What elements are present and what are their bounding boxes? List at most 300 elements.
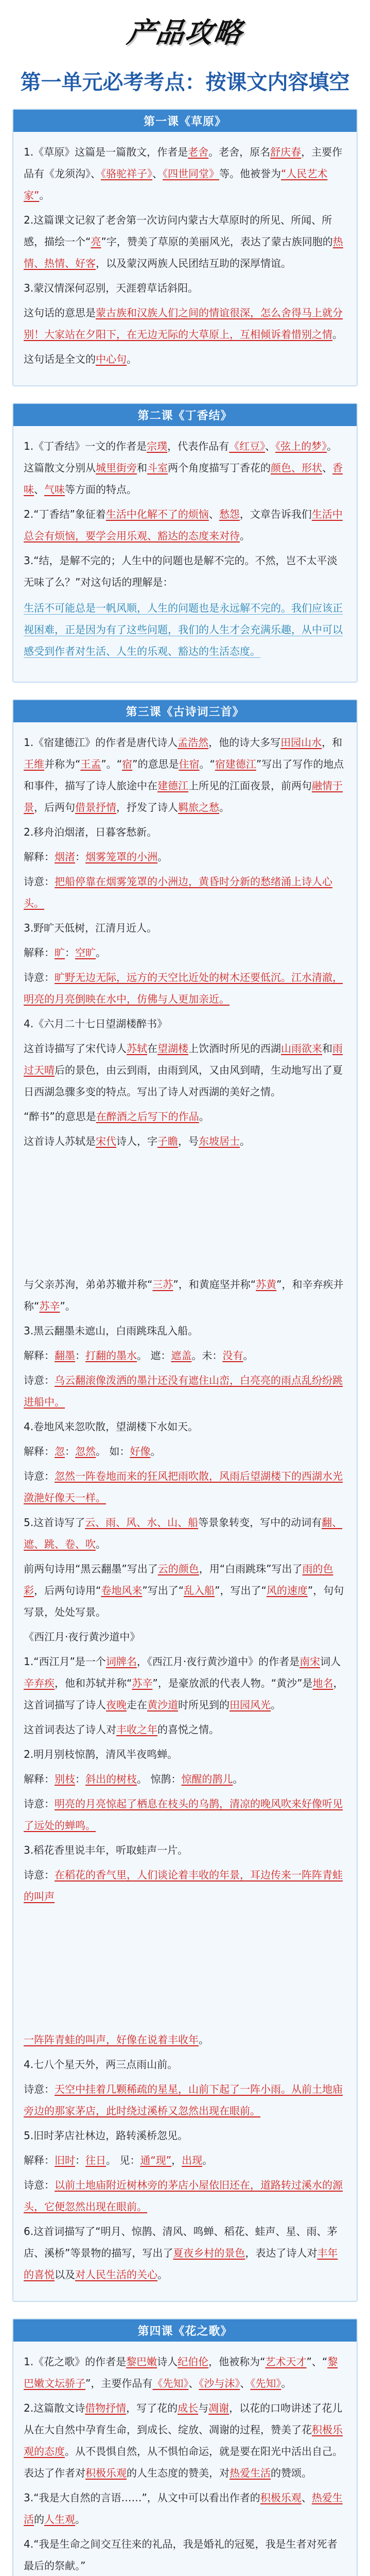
answer-text: 王孟 — [80, 758, 101, 770]
answer-text: 舒庆春 — [270, 146, 302, 158]
lesson-paragraph — [24, 277, 346, 299]
paragraph-text: 5.旧时茅店社林边，路转溪桥忽见。 — [24, 2129, 188, 2142]
answer-text: 斜出的树枝 — [85, 1773, 137, 1785]
answer-text: 《先知》 — [152, 2377, 189, 2389]
lesson-paragraph — [24, 732, 346, 818]
answer-text: 一阵阵青蛙的叫声，好像在说着丰收年 — [24, 2033, 199, 2046]
answer-text: 惊醒的鹊儿 — [181, 1773, 233, 1785]
answer-text: 翻墨 — [55, 1349, 75, 1362]
paragraph-text: 3.稻花香里说丰年，听取蛙声一片。 — [24, 1844, 188, 1856]
paragraph-text: ”的意思是 — [132, 758, 179, 770]
lesson-paragraph — [24, 1440, 346, 1462]
paragraph-text: ”，是豪放派的代表人物。“黄沙”是 — [152, 1677, 313, 1689]
paragraph-text: 。 如： — [96, 1445, 130, 1458]
paragraph-text: 等景象转变，写中的动词有 — [198, 1516, 322, 1529]
paragraph-text: 解释： — [24, 851, 55, 863]
lesson-paragraph — [24, 967, 346, 1010]
paragraph-text: ，抒发了诗人 — [116, 801, 178, 814]
paragraph-text: 。未： — [191, 1349, 223, 1362]
lesson-section — [12, 699, 358, 2302]
answer-text: 黎巴嫩 — [126, 2355, 157, 2368]
answer-text: 热情、热情、好客 — [24, 235, 343, 269]
answer-text: 成长 — [178, 2402, 199, 2414]
lesson-heading: 第四课《花之歌》 — [13, 2319, 357, 2342]
lesson-heading: 第一课《草原》 — [13, 110, 357, 132]
answer-text: 孟浩然 — [178, 736, 209, 749]
paragraph-text: ，以及蒙汉两族人民团结互助的深厚情谊。 — [96, 257, 291, 269]
lesson-paragraph — [24, 821, 346, 843]
answer-text: 生活中总会有烦恼，要学会用乐观、豁达的态度来对待 — [24, 508, 343, 542]
paragraph-text: “醉书”的意思是 — [24, 1110, 96, 1123]
lesson-paragraph — [24, 2149, 346, 2171]
paragraph-text: 和 — [322, 1042, 332, 1055]
paragraph-text: 4.七八个星天外，两三点雨山前。 — [24, 2058, 178, 2071]
answer-text: 遮盖 — [171, 1349, 192, 1362]
lesson-paragraph — [24, 1793, 346, 1836]
paragraph-text: 。 惊鹊： — [137, 1773, 182, 1785]
paragraph-text: 的 — [34, 2513, 44, 2526]
answer-text: 烟雾笼罩的小洲 — [85, 851, 157, 863]
lesson-paragraph — [24, 1558, 346, 1623]
lesson-paragraph — [24, 2054, 346, 2075]
paragraph-text: 。 — [199, 1110, 209, 1123]
paragraph-text: ”写出了写作的地点和事件，描写了诗人旅途中在 — [24, 758, 344, 792]
answer-text: 山雨欲来 — [281, 1042, 322, 1055]
lesson-body — [13, 132, 357, 385]
paragraph-text: 1.“西江月”是一个 — [24, 1655, 106, 1668]
paragraph-text: ”、“ — [306, 2355, 328, 2368]
paragraph-text: 。 — [243, 1349, 254, 1362]
paragraph-text: 。 — [281, 2377, 292, 2389]
paragraph-text: 、 — [322, 462, 332, 474]
answer-text: 好像 — [130, 1445, 151, 1458]
paragraph-text: 。 — [271, 1699, 281, 1711]
lesson-paragraph — [24, 141, 346, 206]
paragraph-text: 。 — [96, 946, 106, 959]
answer-text: 旷 — [55, 946, 65, 959]
paragraph-text: ： — [75, 851, 85, 863]
answer-text: 老舍 — [188, 146, 209, 158]
paragraph-text: 。 — [127, 353, 137, 365]
lesson-body — [13, 722, 357, 2301]
paragraph-text: 这句话的意思是 — [24, 307, 96, 319]
paragraph-text: 。 — [150, 1445, 161, 1458]
lesson-paragraph — [24, 2487, 346, 2530]
lesson-paragraph — [24, 871, 346, 914]
answer-text: 气味 — [44, 483, 65, 496]
blank-gap — [24, 1910, 346, 2029]
paragraph-text: ，代表作品有 — [167, 440, 230, 452]
paragraph-text: 时所见到的 — [178, 1699, 230, 1711]
paragraph-text: 两个角度描写丁香花的 — [168, 462, 271, 474]
paragraph-text: 1.《草原》这篇是一篇散文，作者是 — [24, 146, 188, 158]
paragraph-text: 诗意： — [24, 875, 55, 888]
paragraph-text: 诗意： — [24, 1798, 55, 1810]
paragraph-text: 在 — [147, 1042, 157, 1055]
paragraph-text: 。老舍，原名 — [208, 146, 271, 158]
answer-text: 借物抒情 — [85, 2402, 127, 2414]
answer-text: 忽然 — [75, 1445, 96, 1458]
paragraph-text: 2.明月别枝惊鹊，清风半夜鸣蝉。 — [24, 1748, 178, 1760]
answer-text: 烟渚 — [55, 851, 75, 863]
paragraph-text: 上饮酒时所见的西湖 — [188, 1042, 281, 1055]
answer-text: 在醉酒之后写下的作品 — [96, 1110, 199, 1123]
paragraph-text: 。 — [219, 801, 230, 814]
lesson-paragraph — [24, 1768, 346, 1790]
lesson-paragraph — [24, 2533, 346, 2576]
answer-text: 宿建德江 — [215, 758, 256, 770]
lesson-heading: 第二课《丁香结》 — [13, 404, 357, 426]
lesson-paragraph — [24, 1651, 346, 1716]
paragraph-text: ”写出了“ — [142, 1584, 184, 1597]
paragraph-text: ， — [171, 2154, 182, 2166]
paragraph-text: 等。他被誉为 — [219, 167, 281, 180]
answer-text: 卷地风来 — [101, 1584, 143, 1597]
answer-text: 积极乐观的态度 — [24, 2424, 343, 2458]
answer-text: 《红豆》 — [229, 440, 266, 452]
paragraph-text: 后的景色，由云到雨，由雨到风，又由风到晴，生动地写出了夏日西湖急骤多变的特点。写出了诗人对西湖的美好之情。 — [24, 1064, 343, 1098]
paragraph-text: 这句话是全文的 — [24, 353, 96, 365]
paragraph-text: 1.《花之歌》的作者是 — [24, 2355, 127, 2368]
paragraph-text: 的喜悦之情。 — [157, 1723, 219, 1736]
answer-text: 《弦上的梦》 — [275, 440, 327, 452]
lesson-section — [12, 2318, 358, 2576]
answer-text: 生活中化解不了的烦恼 — [105, 508, 209, 520]
lesson-paragraph — [24, 2351, 346, 2394]
paragraph-text: 2.这篇课文记叙了老舍第一次访问内蒙古大草原时的所见、所闻、所感，描绘一个“ — [24, 214, 332, 248]
lesson-paragraph — [24, 1465, 346, 1509]
paragraph-text: 。从不畏惧自然，从不惧怕命运，就是要在阳光中活出自己。表达了作者对 — [24, 2445, 343, 2479]
paragraph-text: ，他和苏轼并称“ — [55, 1677, 132, 1689]
answer-text: 住宿 — [179, 758, 200, 770]
paragraph-text: 诗人，字 — [116, 1135, 157, 1147]
answer-text: 翻、遮、跳、卷、吹 — [24, 1516, 343, 1550]
paragraph-text: 《西江月·夜行黄沙道中》 — [24, 1631, 140, 1643]
paragraph-text: 2.这篇散文诗 — [24, 2402, 85, 2414]
brand-logo: 产品攻略 — [125, 16, 245, 49]
paragraph-text: 3.蒙汉情深何忍别，天涯碧草话斜阳。 — [24, 282, 199, 294]
paragraph-text: ”，主要作品有 — [85, 2377, 153, 2389]
lesson-paragraph — [24, 209, 346, 274]
paragraph-text: 解释： — [24, 946, 55, 959]
paragraph-text: 词人 — [320, 1655, 341, 1668]
paragraph-text: ，用“白雨跳珠”写出了 — [199, 1563, 303, 1575]
lesson-section — [12, 403, 358, 683]
lesson-paragraph — [24, 1345, 346, 1366]
paragraph-text: ，文章告诉我们 — [239, 508, 312, 520]
paragraph-text: 。 — [199, 2033, 209, 2046]
answer-text: 人生观 — [44, 2513, 75, 2526]
paragraph-text: ，表达了诗人对 — [245, 2247, 318, 2259]
paragraph-text: ”。“ — [101, 758, 122, 770]
answer-text: 积极乐观 — [85, 2467, 127, 2479]
answer-text: 把船停靠在烟雾笼罩的小洲边，黄昏时分新的愁绪涌上诗人心头。 — [24, 875, 332, 909]
answer-text: 通“现” — [140, 2154, 172, 2166]
paragraph-text: 4.卷地风来忽吹散，望湖楼下水如天。 — [24, 1420, 199, 1433]
answer-text: 《骆驼祥子》 — [101, 167, 152, 180]
paragraph-text: 前两句诗用“黑云翻墨”写出了 — [24, 1563, 158, 1575]
top-banner — [0, 0, 370, 61]
paragraph-text: 。 — [240, 1135, 250, 1147]
answer-text: 愁怨 — [219, 508, 240, 520]
lesson-section — [12, 109, 358, 386]
paragraph-text: 的人生态度的赞美，对 — [127, 2467, 230, 2479]
paragraph-text: ”。 — [60, 1300, 76, 1312]
answer-text: 往日 — [85, 2154, 106, 2166]
paragraph-text: 。 遮： — [137, 1349, 171, 1362]
lesson-paragraph — [24, 2221, 346, 2285]
paragraph-text: 这首诗人苏轼是 — [24, 1135, 96, 1147]
paragraph-text: 诗意： — [24, 1374, 55, 1386]
blank-gap — [24, 1155, 346, 1274]
paragraph-text: 与父亲苏洵，弟弟苏辙并称“ — [24, 1278, 153, 1291]
lesson-body — [13, 426, 357, 682]
answer-text: 以前土地庙附近树林旁的茅店小屋依旧还在，道路转过溪水的源头，它便忽然出现在眼前。 — [24, 2179, 343, 2213]
paragraph-text: 诗人 — [157, 2355, 178, 2368]
paragraph-text: ，主要作品有《龙须沟》、 — [24, 146, 343, 180]
paragraph-text: ，后两句 — [34, 801, 75, 814]
paragraph-text: 4.《六月二十七日望湖楼醉书》 — [24, 1018, 168, 1030]
paragraph-text: 。 — [240, 530, 250, 542]
answer-text: 蒙古族和汉族人们之间的情谊很深，怎么舍得马上就分别！大家站在夕阳下，在无边无际的大草原上，互相倾诉着惜别之情 — [24, 307, 343, 341]
answer-text: 辛弃疾 — [24, 1677, 55, 1689]
paragraph-text: 并称为“ — [44, 758, 81, 770]
paragraph-text: 2.移舟泊烟渚，日暮客愁新。 — [24, 826, 157, 838]
answer-text: 对人民生活的关心 — [75, 2268, 157, 2281]
answer-text: 亮 — [91, 235, 101, 248]
answer-text: 积极乐观 — [260, 2492, 302, 2504]
answer-text: 融情于景 — [24, 779, 343, 814]
lesson-paragraph — [24, 550, 346, 593]
paragraph-text: ： — [75, 1349, 85, 1362]
paragraph-text: 解释： — [24, 2154, 55, 2166]
answer-text: 《四世同堂》 — [163, 167, 219, 180]
answer-text: 打翻的墨水 — [85, 1349, 137, 1362]
paragraph-text: 、 — [34, 483, 44, 496]
answer-text: 云的颜色 — [157, 1563, 199, 1575]
paragraph-text: 3.“我是大自然的言语……”，从文中可以看出作者的 — [24, 2492, 260, 2504]
lesson-paragraph — [24, 1369, 346, 1413]
answer-text: 城里街旁 — [96, 462, 137, 474]
paragraph-text: 诗意： — [24, 971, 55, 984]
paragraph-text: ： — [75, 1773, 85, 1785]
lesson-paragraph — [24, 348, 346, 370]
paragraph-text: 、 — [188, 2377, 199, 2389]
answer-text: 忽 — [55, 1445, 65, 1458]
answer-text: 地名 — [312, 1677, 333, 1689]
paragraph-text: 上所见的江面夜景，前两句 — [188, 779, 312, 792]
paragraph-text: ： — [75, 2154, 85, 2166]
answer-text: 夜晚 — [106, 1699, 127, 1711]
answer-text: 宋代 — [96, 1135, 116, 1147]
paragraph-text: ，他被称为“ — [208, 2355, 266, 2368]
answer-text: 宗璞 — [147, 440, 168, 452]
lesson-heading: 第三课《古诗词三首》 — [13, 700, 357, 722]
lesson-paragraph — [24, 2397, 346, 2484]
paragraph-text: ”，写出了“ — [215, 1584, 267, 1597]
lesson-paragraph — [24, 435, 346, 500]
paragraph-text: 。 — [75, 2513, 85, 2526]
paragraph-text: ，和 — [322, 736, 343, 749]
answer-text: 风的速度 — [266, 1584, 308, 1597]
lesson-paragraph — [24, 2029, 346, 2050]
answer-text: 借景抒情 — [75, 801, 116, 814]
answer-text: 天空中挂着几颗稀疏的星星，山前下起了一阵小雨。从前土地庙旁边的那家茅店，此时绕过溪桥又忽然出现在眼前。 — [24, 2083, 343, 2117]
answer-text: 羁旅之愁 — [178, 801, 219, 814]
lesson-paragraph — [24, 942, 346, 963]
paragraph-text: 。 — [233, 1773, 243, 1785]
paragraph-text: 3.野旷天低树，江清月近人。 — [24, 922, 157, 934]
answer-text: 词牌名 — [105, 1655, 137, 1668]
paragraph-text: 解释： — [24, 1445, 55, 1458]
paragraph-text: 5.这首诗写了 — [24, 1516, 85, 1529]
paragraph-text: ，《西江月·夜行黄沙道中》的作者是 — [136, 1655, 300, 1668]
answer-text: 丰收之年 — [116, 1723, 157, 1736]
paragraph-text: 。“ — [199, 758, 215, 770]
paragraph-text: ，号 — [178, 1135, 199, 1147]
answer-text: 旧时 — [55, 2154, 75, 2166]
lesson-body — [13, 2342, 357, 2576]
page-title: 第一单元必考考点：按课文内容填空 — [20, 71, 350, 94]
answer-text: 忽然一阵卷地而来的狂风把雨吹散，风雨后望湖楼下的西湖水光潋滟好像天一样。 — [24, 1470, 343, 1504]
answer-text: 明亮的月亮惊起了栖息在枝头的乌鹊，清凉的晚风吹来好像听见了远处的蝉鸣。 — [24, 1798, 343, 1832]
answer-text: 《沙与沫》 — [199, 2377, 240, 2389]
lesson-paragraph — [24, 917, 346, 939]
answer-block — [24, 597, 346, 662]
lesson-paragraph — [24, 1130, 346, 1152]
answer-text: 王维 — [24, 758, 44, 770]
paragraph-text: 诗意： — [24, 1869, 55, 1881]
answer-text: 雨过天晴 — [24, 1042, 343, 1076]
answer-text: 乌云翻滚像泼洒的墨汁还没有遮住山峦，白亮亮的雨点乱纷纷跳进船中。 — [24, 1374, 343, 1408]
paragraph-text: 与 — [198, 2402, 209, 2414]
answer-text: 黄沙道 — [147, 1699, 178, 1711]
lesson-paragraph — [24, 1274, 346, 1317]
paragraph-text: 4.“我是生命之间交互往来的礼品，我是婚礼的冠冕，我是生者对死者最后的祭献。” — [24, 2538, 338, 2572]
answer-text: 望湖楼 — [157, 1042, 188, 1055]
paragraph-text: 和 — [137, 462, 147, 474]
answer-text: 没有 — [222, 1349, 243, 1362]
answer-text: 热爱生活 — [24, 2492, 343, 2526]
lesson-paragraph — [24, 1320, 346, 1342]
answer-text: 雨的色彩 — [24, 1563, 333, 1597]
answer-text: 《先知》 — [250, 2377, 281, 2389]
lesson-paragraph — [24, 1719, 346, 1740]
lesson-paragraph — [24, 1512, 346, 1555]
paragraph-text: 2.“丁香结”象征着 — [24, 508, 106, 520]
paragraph-text: 。 — [157, 2268, 168, 2281]
answer-text: 三苏 — [152, 1278, 173, 1291]
paragraph-text: 、 — [301, 2492, 312, 2504]
answer-text: 建德江 — [157, 779, 188, 792]
answer-text: 丰年的喜悦 — [24, 2247, 338, 2281]
paragraph-text: ，以花的口吻讲述了花儿从在大自然中孕育生命，到成长、绽放、凋谢的过程，赞美了花 — [24, 2402, 343, 2436]
answer-text: 凋谢 — [208, 2402, 230, 2414]
paragraph-text: 诗意： — [24, 2179, 55, 2191]
paragraph-text: 。 — [202, 2154, 213, 2166]
paragraph-text: ”，和黄庭坚并称“ — [173, 1278, 256, 1291]
paragraph-text: 。这篇散文分别从 — [24, 440, 338, 474]
paragraph-text: ”字，赞美了草原的美丽风光，表达了蒙古族同胞的 — [101, 235, 333, 248]
lesson-paragraph — [24, 2125, 346, 2146]
answer-text: 热爱生活 — [230, 2467, 271, 2479]
answer-text: 黎巴嫩文坛骄子 — [24, 2355, 338, 2389]
paragraph-text: 1.《宿建德江》的作者是唐代诗人 — [24, 736, 178, 749]
paragraph-text: 这首诗描写了宋代诗人 — [24, 1042, 127, 1055]
paragraph-text: ： — [65, 1445, 75, 1458]
answer-text: 香味 — [24, 462, 343, 496]
answer-text: 苏轼 — [127, 1042, 147, 1055]
answer-text: 东坡居士 — [199, 1135, 240, 1147]
answer-text: 南宋 — [299, 1655, 321, 1668]
paragraph-text: 以及 — [55, 2268, 75, 2281]
paragraph-text: 解释： — [24, 1349, 55, 1362]
paragraph-text: 诗意： — [24, 2083, 55, 2095]
paragraph-text: 。 — [96, 1538, 106, 1550]
lesson-paragraph — [24, 1106, 346, 1127]
paragraph-text: 解释： — [24, 1773, 55, 1785]
paragraph-text: 。 — [39, 189, 50, 201]
paragraph-text: 3.黑云翻墨未遮山，白雨跳珠乱入船。 — [24, 1325, 199, 1337]
answer-text: 斗室 — [147, 462, 168, 474]
answer-text: 空旷 — [75, 946, 96, 959]
answer-text: 云、雨、风、水、山、船 — [85, 1516, 199, 1529]
paragraph-text: 、 — [240, 2377, 251, 2389]
paragraph-text: 6.这首词描写了“明月、惊鹊、清风、鸣蝉、稻花、蛙声、星、雨、茅店、溪桥”等景物的描写，写出了 — [24, 2225, 338, 2259]
lessons-container — [0, 109, 370, 2576]
answer-text: 宿 — [122, 758, 133, 770]
answer-text: 纪伯伦 — [178, 2355, 209, 2368]
answer-text: 夏夜乡村的景色 — [173, 2247, 245, 2259]
paragraph-text: 诗意： — [24, 1470, 55, 1482]
answer-text: 苏辛 — [132, 1677, 153, 1689]
lesson-paragraph — [24, 1038, 346, 1103]
answer-text: 艺术天才 — [265, 2355, 307, 2368]
paragraph-text: 等方面的特点。 — [65, 483, 137, 496]
paragraph-text: 这首词表达了诗人对 — [24, 1723, 116, 1736]
lesson-paragraph — [24, 302, 346, 345]
answer-text: 苏黄 — [256, 1278, 277, 1291]
paragraph-text: ，这首词描写了诗人 — [24, 1677, 344, 1711]
lesson-paragraph — [24, 1013, 346, 1035]
paragraph-text: ”，句句写景，处处写景。 — [24, 1584, 344, 1618]
lesson-paragraph — [24, 2078, 346, 2122]
lesson-paragraph — [24, 1416, 346, 1437]
paragraph-text: 的赞颂。 — [271, 2467, 312, 2479]
paragraph-text: 3.“结，是解不完的；人生中的问题也是解不完的。不然，岂不太平淡无味了么？”对这句话的理解是： — [24, 554, 338, 588]
paragraph-text: 1.《丁香结》一文的作者是 — [24, 440, 147, 452]
lesson-paragraph — [24, 1743, 346, 1765]
lesson-paragraph — [24, 846, 346, 868]
lesson-paragraph — [24, 2174, 346, 2217]
paragraph-text: 、 — [265, 440, 276, 452]
paragraph-text: ，写了花的 — [126, 2402, 178, 2414]
answer-text: 田园风光 — [230, 1699, 271, 1711]
answer-text: 出现 — [182, 2154, 203, 2166]
paragraph-text: 走在 — [127, 1699, 147, 1711]
answer-text: 中心句 — [96, 353, 127, 365]
paragraph-text: ： — [65, 946, 75, 959]
paragraph-text: 。 见： — [106, 2154, 140, 2166]
paragraph-text: 、 — [208, 508, 219, 520]
paragraph-text: ”，和辛弃疾并称“ — [24, 1278, 344, 1312]
answer-text: 在稻花的香气里，人们谈论着丰收的年景，耳边传来一阵阵青蛙的叫声 — [24, 1869, 343, 1903]
answer-text: 乱入船 — [184, 1584, 215, 1597]
paragraph-text: ，他的诗大多写 — [208, 736, 281, 749]
lesson-paragraph — [24, 1864, 346, 1907]
answer-text: 生活不可能总是一帆风顺，人生的问题也是永远解不完的。我们应该正视困难，正是因为有了这些问题，我们的人生才会充满乐趣，从中可以感受到作者对生活、人生的乐观、豁达的生活态度。 — [24, 602, 343, 657]
lesson-paragraph — [24, 503, 346, 547]
